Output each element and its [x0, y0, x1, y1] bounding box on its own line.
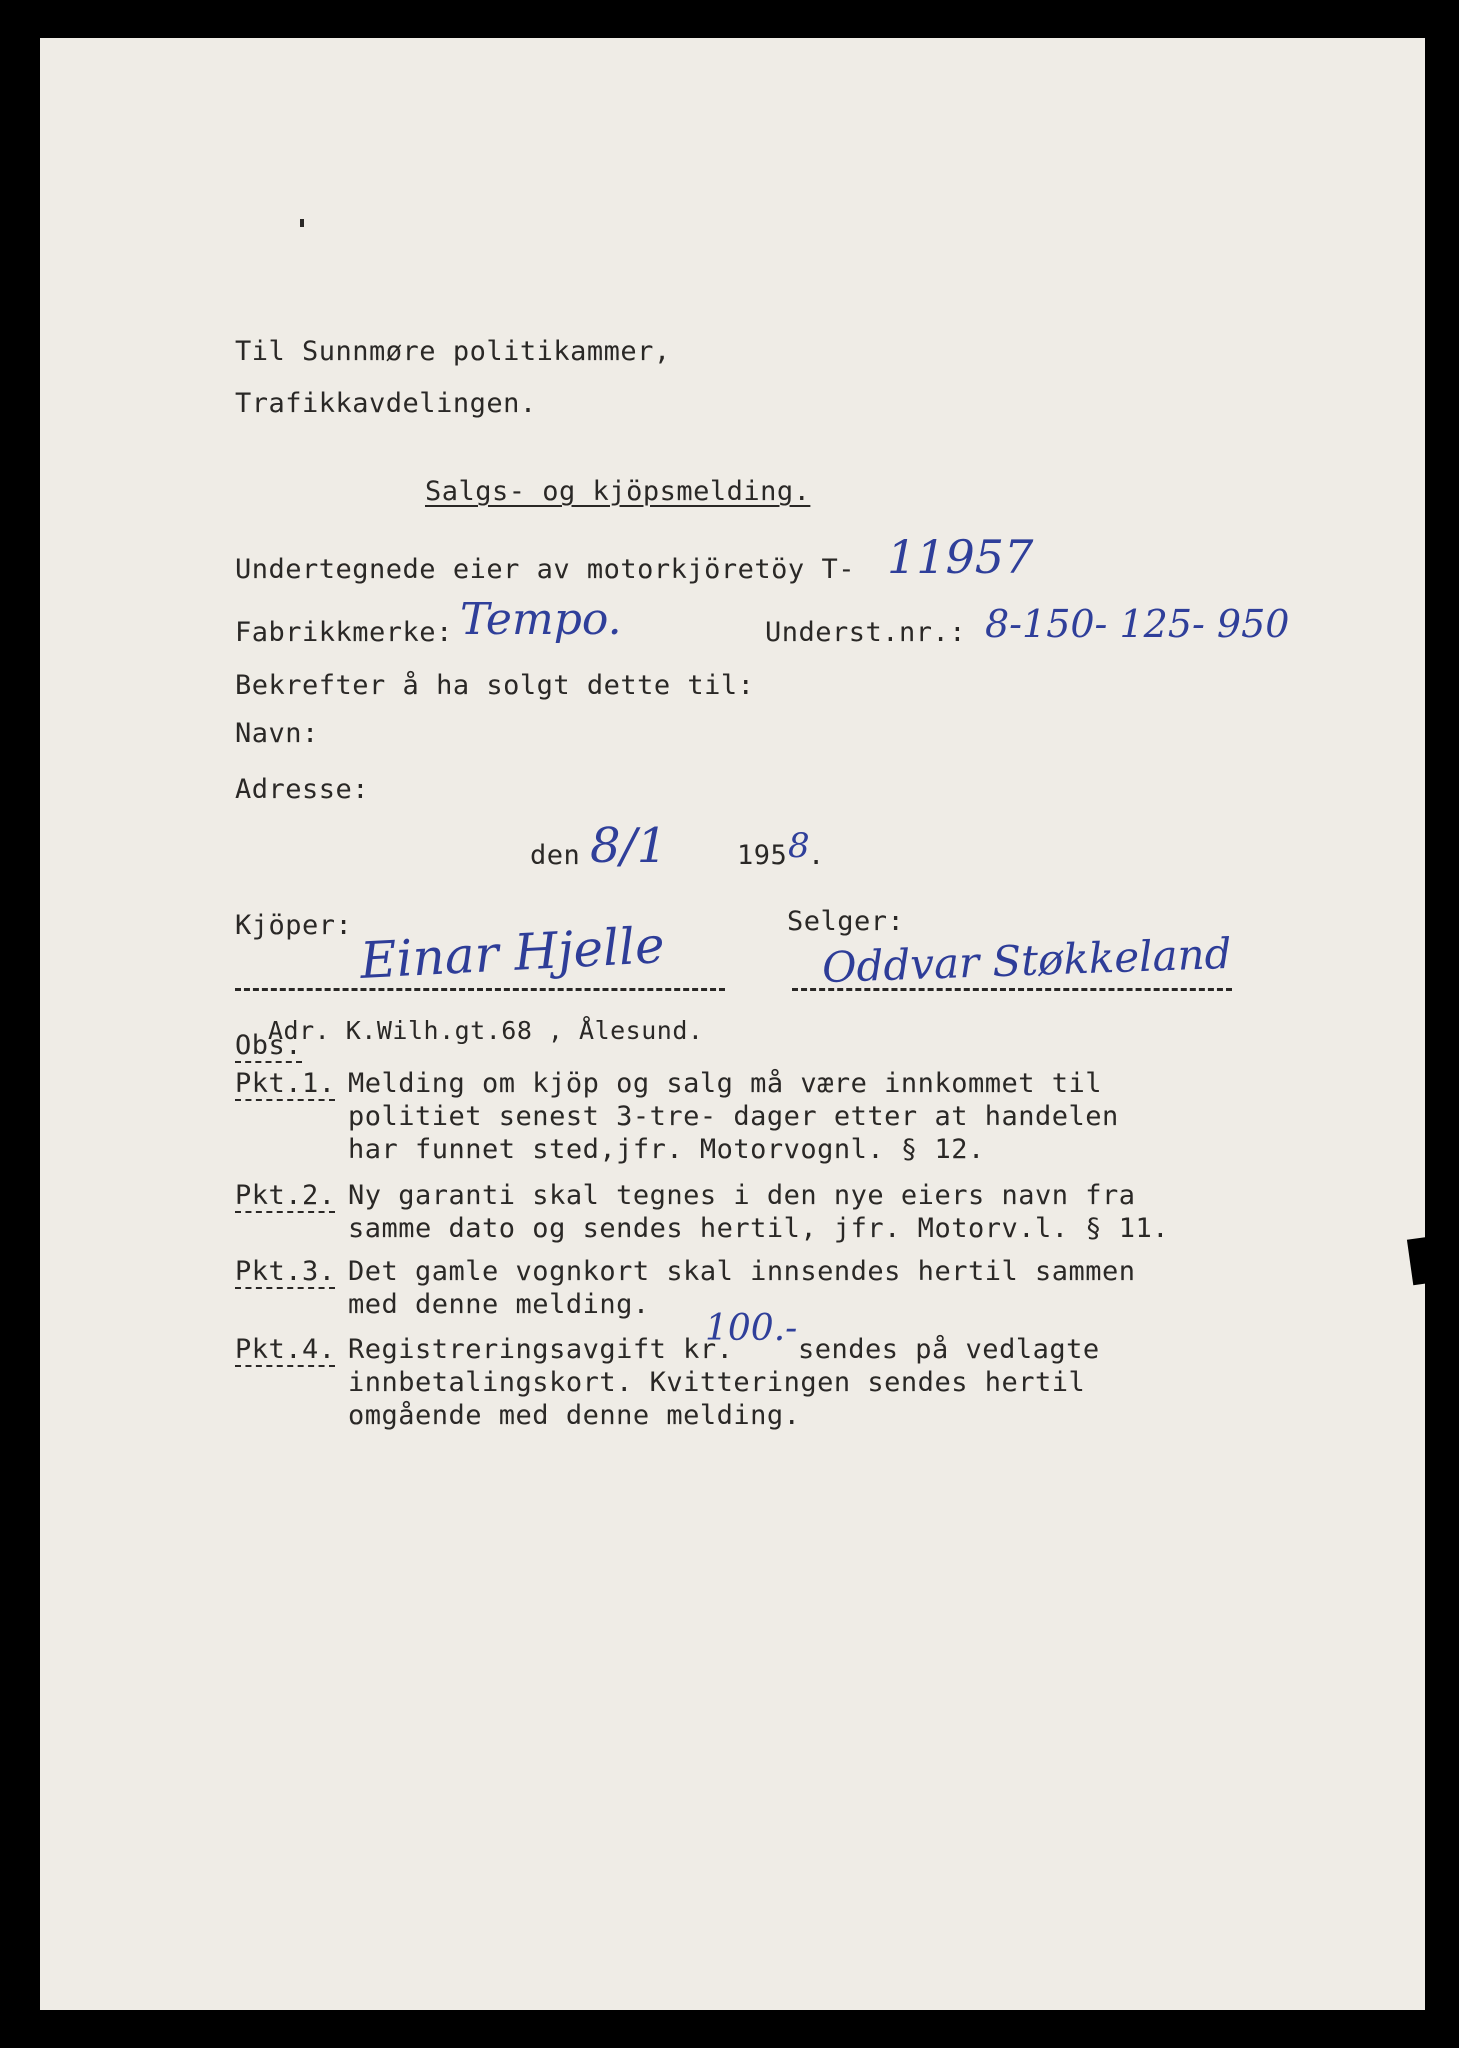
- address-label: Adresse:: [235, 774, 370, 805]
- note-1-label: Pkt.1.: [235, 1068, 336, 1099]
- note-4-label: Pkt.4.: [235, 1334, 336, 1365]
- note-4-line-1-after: sendes på vedlagte: [798, 1334, 1100, 1365]
- document-page: [40, 38, 1425, 2010]
- note-3-label: Pkt.3.: [235, 1256, 336, 1287]
- note-1-line-3: har funnet sted,jfr. Motorvognl. § 12.: [348, 1134, 985, 1165]
- document-title: Salgs- og kjöpsmelding.: [425, 476, 811, 507]
- note-4-line-3: omgående med denne melding.: [348, 1400, 801, 1431]
- buyer-signature: Einar Hjelle: [358, 916, 666, 990]
- seller-label: Selger:: [787, 906, 905, 937]
- buyer-address: Adr. K.Wilh.gt.68 , Ålesund.: [268, 1016, 704, 1045]
- seller-signature-line: [792, 988, 1232, 991]
- note-2-line-1: Ny garanti skal tegnes i den nye eiers navn fra: [348, 1180, 1136, 1211]
- obs-label: Obs.: [235, 1030, 303, 1061]
- date-prefix: den: [530, 840, 581, 871]
- year-typed: 195: [737, 840, 788, 871]
- seller-signature: Oddvar Støkkeland: [821, 928, 1233, 993]
- fee-handwritten: 100.-: [705, 1308, 798, 1349]
- make-handwritten: Tempo.: [460, 594, 622, 645]
- ink-mark: [300, 219, 304, 227]
- owner-label: Undertegnede eier av motorkjöretöy T-: [235, 554, 855, 585]
- recipient-line-1: Til Sunnmøre politikammer,: [235, 336, 671, 367]
- buyer-signature-line: [235, 988, 725, 991]
- note-1-line-1: Melding om kjöp og salg må være innkommet til: [348, 1068, 1102, 1099]
- year-handwritten: 8: [788, 826, 810, 866]
- recipient-line-2: Trafikkavdelingen.: [235, 388, 537, 419]
- chassis-handwritten: 8-150- 125- 950: [985, 602, 1290, 646]
- year-suffix: .: [808, 840, 825, 871]
- note-3-line-1: Det gamle vognkort skal innsendes hertil sammen: [348, 1256, 1136, 1287]
- confirm-label: Bekrefter å ha solgt dette til:: [235, 670, 755, 701]
- note-3-line-2: med denne melding.: [348, 1289, 650, 1320]
- owner-reg-handwritten: 11957: [887, 530, 1034, 584]
- make-label: Fabrikkmerke:: [235, 617, 453, 648]
- chassis-label: Underst.nr.:: [765, 617, 967, 648]
- note-2-label: Pkt.2.: [235, 1180, 336, 1211]
- note-4-line-1-before: Registreringsavgift kr.: [348, 1334, 734, 1365]
- name-label: Navn:: [235, 718, 319, 749]
- date-handwritten: 8/1: [590, 818, 668, 874]
- note-4-line-2: innbetalingskort. Kvitteringen sendes hertil: [348, 1367, 1086, 1398]
- note-2-line-2: samme dato og sendes hertil, jfr. Motorv.l. § 11.: [348, 1213, 1170, 1244]
- note-1-line-2: politiet senest 3-tre- dager etter at handelen: [348, 1101, 1119, 1132]
- buyer-label: Kjöper:: [235, 910, 353, 941]
